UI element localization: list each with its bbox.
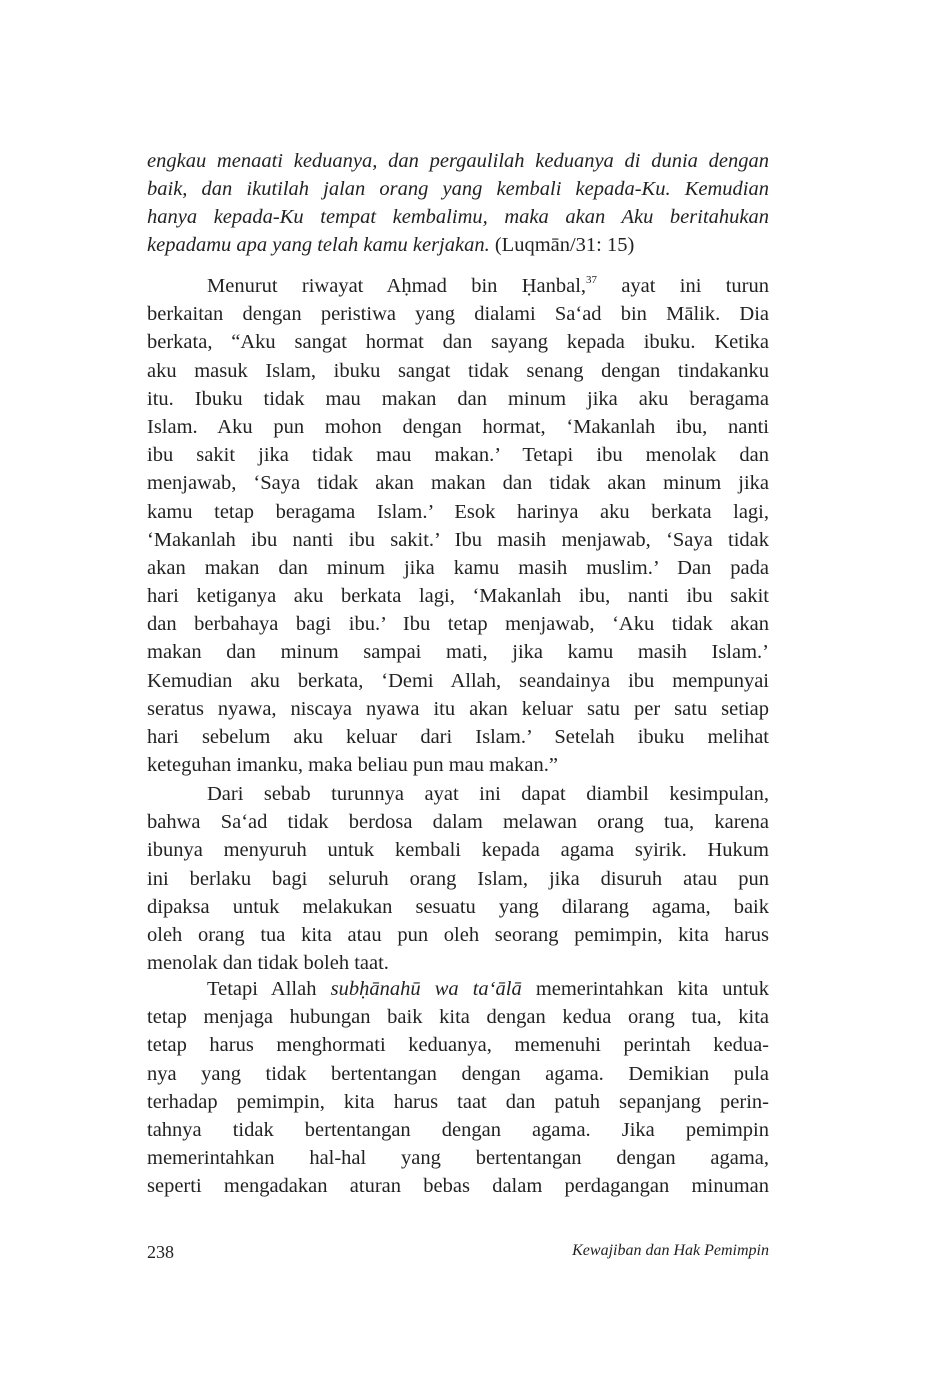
- paragraph-line: ibunya menyuruh untuk kembali kepada agama syirik. Hukum: [147, 839, 769, 862]
- paragraph-line: bahwa Sa‘ad tidak berdosa dalam melawan orang tua, karena: [147, 811, 769, 834]
- paragraph-line: tahnya tidak bertentangan dengan agama. Jika pemimpin: [147, 1118, 769, 1141]
- paragraph-line: ‘Makanlah ibu nanti ibu sakit.’ Ibu masih menjawab, ‘Saya tidak: [147, 528, 769, 551]
- paragraph-line: Kemudian aku berkata, ‘Demi Allah, seandainya ibu mempunyai: [147, 669, 769, 692]
- paragraph-line: nya yang tidak bertentangan dengan agama. Demikian pula: [147, 1062, 769, 1085]
- paragraph-line: berkata, “Aku sangat hormat dan sayang kepada ibuku. Ketika: [147, 331, 769, 354]
- paragraph-line: memerintahkan hal-hal yang bertentangan dengan agama,: [147, 1147, 769, 1170]
- paragraph-line: oleh orang tua kita atau pun oleh seorang pemimpin, kita harus: [147, 923, 769, 946]
- paragraph-line: kamu tetap beragama Islam.’ Esok harinya aku berkata lagi,: [147, 500, 769, 523]
- paragraph-2: [147, 780, 769, 977]
- paragraph-line: dipaksa untuk melakukan sesuatu yang dilarang agama, baik: [147, 895, 769, 918]
- paragraph-line: seratus nyawa, niscaya nyawa itu akan keluar satu per satu setiap: [147, 697, 769, 720]
- paragraph-line: berkaitan dengan peristiwa yang dialami Sa‘ad bin Mālik. Dia: [147, 303, 769, 326]
- quote-line: baik, dan ikutilah jalan orang yang kembali kepada-Ku. Kemudian: [147, 178, 769, 200]
- paragraph-line: tetap menjaga hubungan baik kita dengan kedua orang tua, kita: [147, 1006, 769, 1029]
- quote-text: kepadamu apa yang telah kamu kerjakan.: [147, 234, 490, 256]
- paragraph-line: Islam. Aku pun mohon dengan hormat, ‘Makanlah ibu, nanti: [147, 415, 769, 438]
- paragraph-line: Dari sebab turunnya ayat ini dapat diambil kesimpulan,: [207, 783, 769, 805]
- paragraph-line: tetap harus menghormati keduanya, memenuhi perintah kedua-: [147, 1034, 769, 1057]
- running-title: Kewajiban dan Hak Pemimpin: [572, 1242, 769, 1259]
- paragraph-line: terhadap pemimpin, kita harus taat dan patuh sepanjang perin-: [147, 1090, 769, 1113]
- paragraph-line: hari sebelum aku keluar dari Islam.’ Setelah ibuku melihat: [147, 726, 769, 748]
- paragraph-line: menolak dan tidak boleh taat.: [147, 952, 389, 975]
- paragraph-line: seperti mengadakan aturan bebas dalam perdagangan minuman: [147, 1175, 769, 1198]
- page-number: 238: [147, 1242, 174, 1262]
- paragraph-line: menjawab, ‘Saya tidak akan makan dan tidak akan minum jika: [147, 472, 769, 495]
- paragraph-line: [147, 272, 769, 300]
- text: Tetapi Allah: [207, 978, 331, 1000]
- text: memerintahkan kita untuk: [521, 978, 769, 1000]
- paragraph-line: hari ketiganya aku berkata lagi, ‘Makanlah ibu, nanti ibu sakit: [147, 585, 769, 608]
- paragraph-line: [147, 975, 769, 1003]
- quran-quote: [147, 147, 769, 259]
- paragraph-3: [147, 975, 769, 1201]
- footnote-ref: 37: [586, 274, 598, 286]
- quote-line: [147, 231, 769, 259]
- paragraph-line: dan berbahaya bagi ibu.’ Ibu tetap menjawab, ‘Aku tidak akan: [147, 613, 769, 636]
- paragraph-1: [147, 272, 769, 779]
- paragraph-line: ini berlaku bagi seluruh orang Islam, jika disuruh atau pun: [147, 867, 769, 890]
- text: ayat ini turun: [597, 275, 769, 297]
- paragraph-line: itu. Ibuku tidak mau makan dan minum jika aku beragama: [147, 387, 769, 410]
- paragraph-line: keteguhan imanku, maka beliau pun mau makan.”: [147, 754, 559, 777]
- italic-text: subḥānahū wa ta‘ālā: [330, 978, 522, 1000]
- paragraph-line: akan makan dan minum jika kamu masih muslim.’ Dan pada: [147, 556, 769, 579]
- quote-line: engkau menaati keduanya, dan pergaulilah keduanya di dunia dengan: [147, 150, 769, 172]
- quote-reference: (Luqmān/31: 15): [489, 234, 635, 256]
- paragraph-line: ibu sakit jika tidak mau makan.’ Tetapi ibu menolak dan: [147, 444, 769, 467]
- paragraph-line: aku masuk Islam, ibuku sangat tidak senang dengan tindakanku: [147, 359, 769, 382]
- paragraph-line: makan dan minum sampai mati, jika kamu masih Islam.’: [147, 641, 769, 664]
- quote-line: hanya kepada-Ku tempat kembalimu, maka akan Aku beritahukan: [147, 206, 769, 228]
- text: Menurut riwayat Aḥmad bin Ḥanbal,: [207, 275, 587, 297]
